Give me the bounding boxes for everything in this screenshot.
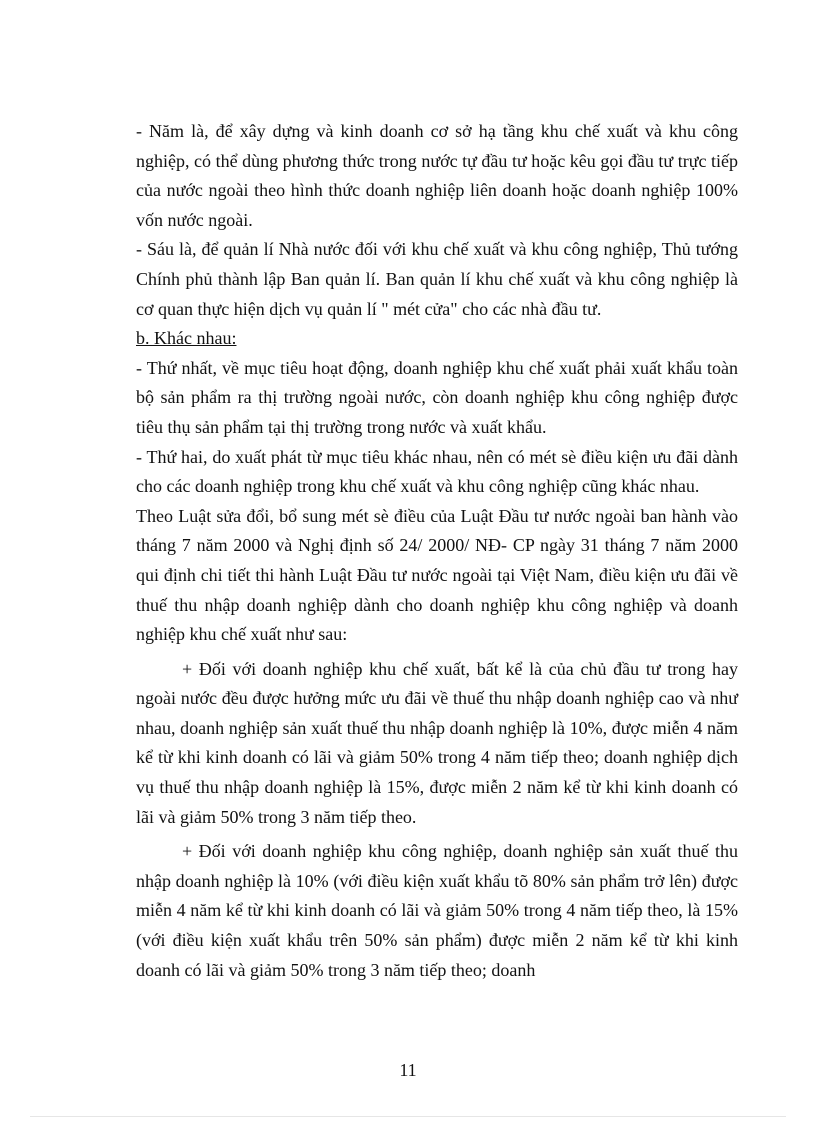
paragraph-sixth-point: - Sáu là, để quản lí Nhà nước đối với khu chế xuất và khu công nghiệp, Thủ tướng Chính phủ thành lập Ban quản lí. Ban quản lí khu chế xuất và khu công nghiệp là cơ quan thực hiện dịch vụ quản lí " mét cửa" cho các nhà đầu tư. — [136, 239, 738, 319]
paragraph-second-difference: - Thứ hai, do xuất phát từ mục tiêu khác nhau, nên có mét sè điều kiện ưu đãi dành cho các doanh nghiệp trong khu chế xuất và khu công nghiệp cũng khác nhau. — [136, 446, 738, 497]
paragraph-first-difference: - Thứ nhất, về mục tiêu hoạt động, doanh nghiệp khu chế xuất phải xuất khẩu toàn bộ sản phẩm ra thị trường ngoài nước, còn doanh nghiệp khu công nghiệp được tiêu thụ sản phẩm tại thị trường trong nước và xuất khẩu. — [136, 357, 738, 437]
paragraph-law-reference: Theo Luật sửa đổi, bổ sung mét sè điều của Luật Đầu tư nước ngoài ban hành vào tháng 7 năm 2000 và Nghị định số 24/ 2000/ NĐ- CP ngày 31 tháng 7 năm 2000 qui định chi tiết thi hành Luật Đầu tư nước ngoài tại Việt Nam, điều kiện ưu đãi về thuế thu nhập doanh nghiệp dành cho doanh nghiệp khu công nghiệp và doanh nghiệp khu chế xuất như sau: — [136, 505, 738, 645]
paragraph-export-zone-tax: + Đối với doanh nghiệp khu chế xuất, bất kể là của chủ đầu tư trong hay ngoài nước đều được hưởng mức ưu đãi về thuế thu nhập doanh nghiệp cao và như nhau, doanh nghiệp sản xuất thuế thu nhập doanh nghiệp là 10%, được miễn 4 năm kể từ khi kinh doanh có lãi và giảm 50% trong 4 năm tiếp theo; doanh nghiệp dịch vụ thuế thu nhập doanh nghiệp là 15%, được miễn 2 năm kể từ khi kinh doanh có lãi và giảm 50% trong 3 năm tiếp theo. — [136, 658, 738, 827]
paragraph-industrial-zone-tax: + Đối với doanh nghiệp khu công nghiệp, doanh nghiệp sản xuất thuế thu nhập doanh nghiệp là 10% (với điều kiện xuất khẩu tõ 80% sản phẩm trở lên) được miễn 4 năm kể từ khi kinh doanh có lãi và giảm 50% trong 4 năm tiếp theo, là 15% (với điều kiện xuất khẩu trên 50% sản phẩm) được miễn 2 năm kể từ khi kinh doanh có lãi và giảm 50% trong 3 năm tiếp theo; doanh — [136, 841, 738, 980]
page-number: 11 — [399, 1060, 417, 1080]
section-heading-differences: b. Khác nhau: — [136, 328, 237, 349]
body-text — [136, 117, 738, 985]
paragraph-fifth-point: - Năm là, để xây dựng và kinh doanh cơ sở hạ tầng khu chế xuất và khu công nghiệp, có thể dùng phương thức trong nước tự đầu tư hoặc kêu gọi đầu tư trực tiếp của nước ngoài theo hình thức doanh nghiệp liên doanh hoặc doanh nghiệp 100% vốn nước ngoài. — [136, 121, 738, 230]
page-bottom-divider — [30, 1116, 786, 1117]
